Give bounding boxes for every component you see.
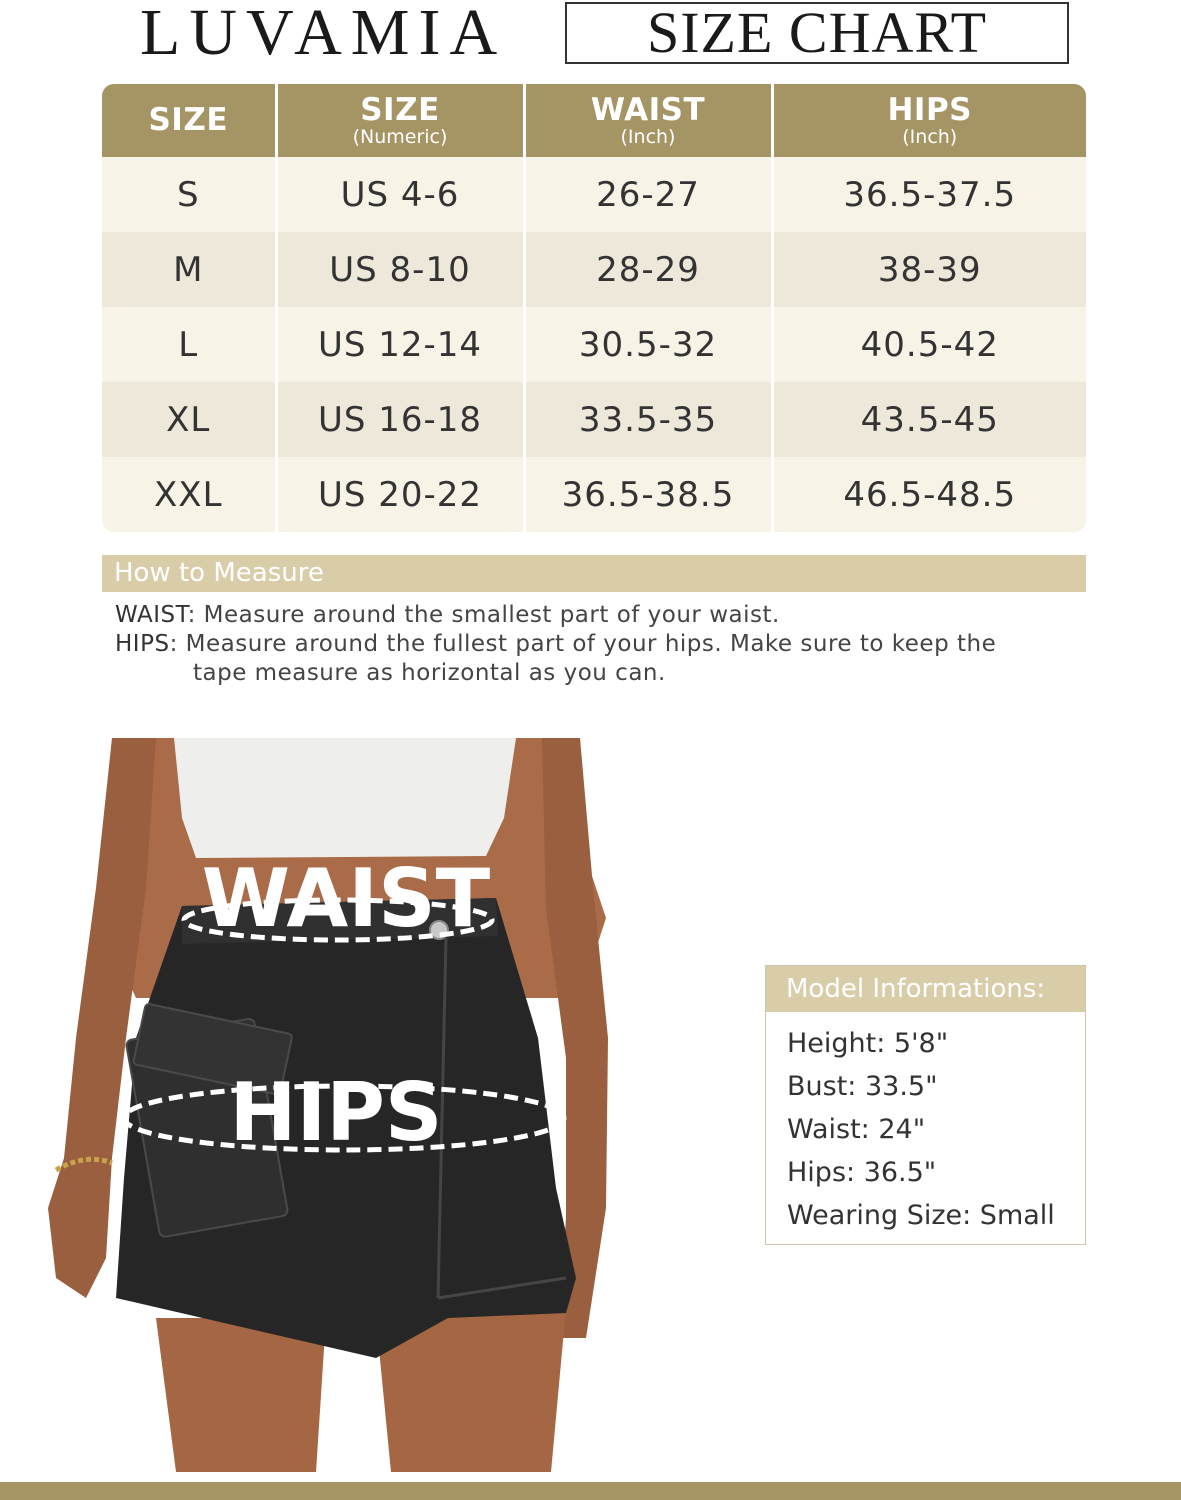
model-height: Height: 5'8" [787,1028,949,1059]
model-hips: Hips: 36.5" [787,1157,937,1188]
table-row [102,307,1086,382]
hips-instruction [115,630,1075,688]
size-chart-title: SIZE CHART [565,2,1069,64]
hips-term: HIPS [115,631,170,657]
cell-size: S [102,157,276,232]
model-waist: Waist: 24" [787,1114,926,1145]
brand-logo: LUVAMIA [140,0,507,69]
cell-size-numeric: US 16-18 [276,382,524,457]
cell-waist: 33.5-35 [524,382,772,457]
cell-size-numeric: US 12-14 [276,307,524,382]
model-info-box [765,965,1086,1245]
cell-size: L [102,307,276,382]
cell-hips: 40.5-42 [860,324,999,365]
size-table [102,84,1086,532]
cell-size: XL [102,382,276,457]
cell-waist: 26-27 [524,157,772,232]
model-info-title: Model Informations: [766,966,1085,1012]
cell-size: XXL [102,457,276,532]
cell-size-numeric: US 8-10 [276,232,524,307]
how-to-measure-instructions [115,601,1075,688]
header-size [102,84,276,157]
hips-text-continued: tape measure as horizontal as you can. [193,660,666,686]
header-waist [524,84,772,157]
model-bust: Bust: 33.5" [787,1071,938,1102]
hips-label: HIPS [229,1066,443,1159]
cell-hips: 46.5-48.5 [843,474,1017,515]
header-main: HIPS [887,91,973,128]
how-to-measure-heading: How to Measure [102,555,1086,592]
header-main: SIZE [360,91,440,128]
header-size-numeric [276,84,524,157]
header-hips [772,84,1086,157]
header-main: WAIST [590,91,706,128]
table-header-row [102,84,1086,157]
cell-hips: 36.5-37.5 [843,174,1017,215]
header-sub: (Numeric) [352,125,448,148]
cell-size: M [102,232,276,307]
model-info-list [766,1012,1085,1237]
bottom-accent-bar [0,1482,1181,1500]
table-row [102,457,1086,532]
skort-illustration [46,738,610,1472]
cell-waist: 36.5-38.5 [524,457,772,532]
header-sub: (Inch) [620,125,676,148]
table-row [102,232,1086,307]
waist-instruction [115,601,1075,630]
crop-top [174,738,516,858]
header-main: SIZE [148,102,228,138]
model-photo [46,738,610,1472]
table-row [102,382,1086,457]
cell-hips: 43.5-45 [860,399,999,440]
waist-label: WAIST [201,852,491,945]
waist-term: WAIST [115,602,188,628]
header-sub: (Inch) [902,125,958,148]
cell-size-numeric: US 4-6 [276,157,524,232]
left-leg [156,1318,326,1472]
waist-text: : Measure around the smallest part of your waist. [187,602,780,628]
cell-waist: 28-29 [524,232,772,307]
hips-text: : Measure around the fullest part of your hips. Make sure to keep the [169,631,997,657]
cell-hips: 38-39 [877,249,982,290]
cell-size-numeric: US 20-22 [276,457,524,532]
model-wearing-size: Wearing Size: Small [787,1200,1055,1231]
cell-waist: 30.5-32 [524,307,772,382]
table-row [102,157,1086,232]
